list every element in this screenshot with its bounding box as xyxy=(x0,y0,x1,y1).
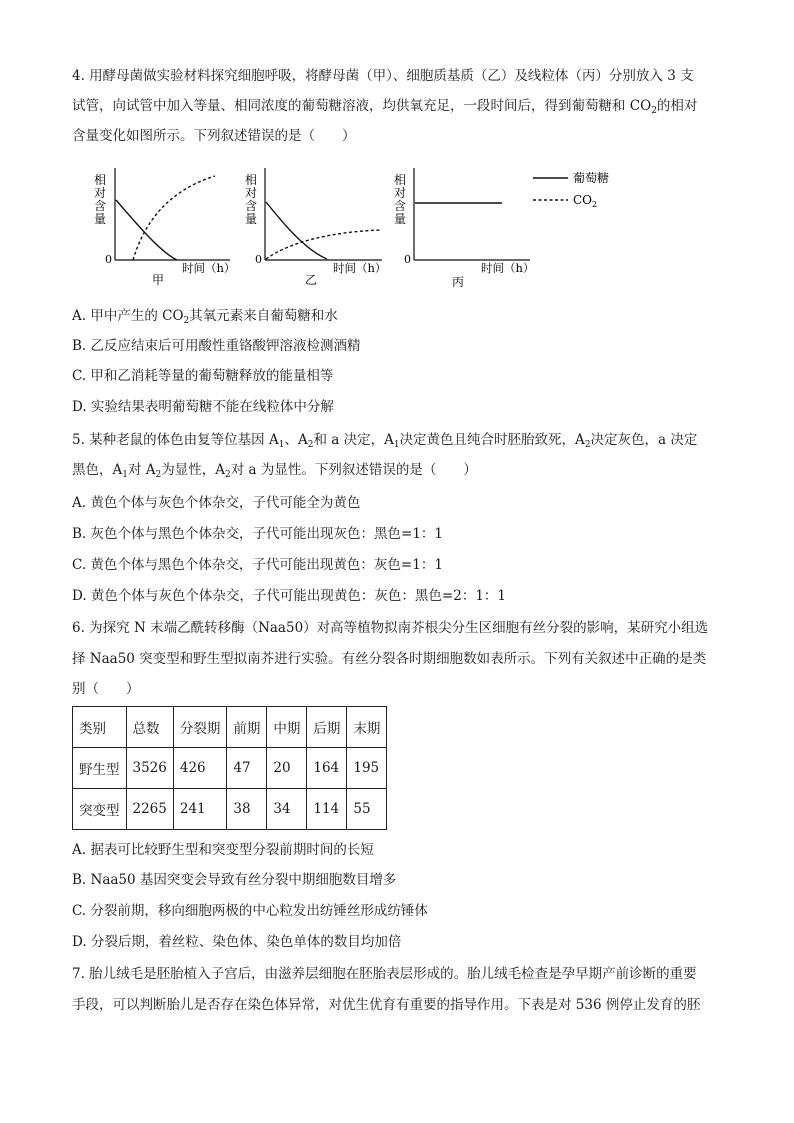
q4-stem-line2: 试管，向试管中加入等量、相同浓度的葡萄糖溶液，均供氧充足，一段时间后，得到葡萄糖和 $CO_2$的相对 xyxy=(72,98,698,116)
glucose-curve xyxy=(116,200,177,260)
q6-option-d: D. 分裂后期，着丝粒、染色体、染色单体的数目均加倍 xyxy=(72,934,402,950)
glucose-curve xyxy=(266,202,327,259)
q6-stem-line1: 6. 为探究 N 末端乙酰转移酶（Naa50）对高等植物拟南芥根尖分生区细胞有丝分裂的影响，某研究小组选 xyxy=(72,620,709,636)
q5-option-b: B. 灰色个体与黑色个体杂交，子代可能出现灰色：黑色=1：1 xyxy=(72,526,443,542)
ylabel-char: 相 xyxy=(393,173,407,187)
table-cell: 34 xyxy=(267,789,307,830)
table-cell: 38 xyxy=(227,789,267,830)
q4-figure xyxy=(90,160,650,292)
legend-co2-label: $CO_2$ xyxy=(573,193,598,209)
ylabel-char: 含 xyxy=(393,199,407,213)
q4-option-c: C. 甲和乙消耗等量的葡萄糖释放的能量相等 xyxy=(72,368,334,384)
table-header-cell: 类别 xyxy=(73,707,127,748)
table-cell: 野生型 xyxy=(73,748,127,789)
q5-option-d: D. 黄色个体与灰色个体杂交，子代可能出现黄色：灰色：黑色=2：1：1 xyxy=(72,588,507,604)
q7-stem-line1: 7. 胎儿绒毛是胚胎植入子宫后，由滋养层细胞在胚胎表层形成的。胎儿绒毛检查是孕早期产前诊断的重要 xyxy=(72,966,697,982)
table-cell: 164 xyxy=(307,748,347,789)
ylabel-char: 量 xyxy=(244,212,258,226)
q4-stem-line1: 4. 用酵母菌做实验材料探究细胞呼吸，将酵母菌（甲）、细胞质基质（乙）及线粒体（丙）分别放入 3 支 xyxy=(72,68,694,84)
legend xyxy=(533,170,609,209)
ylabel-char: 量 xyxy=(93,212,107,226)
q4-stem-line3: 含量变化如图所示。下列叙述错误的是（ ） xyxy=(72,128,356,144)
ylabel-char: 量 xyxy=(393,212,407,226)
table-row xyxy=(73,789,387,830)
x-axis-label: 时间（h） xyxy=(481,261,535,275)
table-header-cell: 前期 xyxy=(227,707,267,748)
graph-yi xyxy=(245,168,386,287)
ylabel-char: 含 xyxy=(93,199,107,213)
q7-stem-line2: 手段，可以判断胎儿是否存在染色体异常，对优生优育有重要的指导作用。下表是对 536 例停止发育的胚 xyxy=(72,997,701,1013)
table-header-cell: 总数 xyxy=(126,707,173,748)
table-cell: 195 xyxy=(347,748,387,789)
table-cell: 20 xyxy=(267,748,307,789)
table-cell: 3526 xyxy=(126,748,173,789)
q5-stem-line1: 5. 某种老鼠的体色由复等位基因 $A_1$、$A_2$和 a 决定，$A_1$决定黄色且纯合时胚胎致死，$A_2$决定灰色，a 决定 xyxy=(72,432,698,450)
table-cell: 突变型 xyxy=(73,789,127,830)
ylabel-char: 含 xyxy=(244,199,258,213)
q5-stem-line2: 黑色，$A_1$对 $A_2$为显性，$A_2$对 a 为显性。下列叙述错误的是（ ） xyxy=(72,462,477,480)
q5-option-a: A. 黄色个体与灰色个体杂交，子代可能全为黄色 xyxy=(72,495,361,511)
table-row xyxy=(73,748,387,789)
q6-stem-line3: 别（ ） xyxy=(72,681,140,697)
ylabel-char: 对 xyxy=(93,186,107,200)
q6-option-c: C. 分裂前期，移向细胞两极的中心粒发出纺锤丝形成纺锤体 xyxy=(72,903,428,919)
table-cell: 55 xyxy=(347,789,387,830)
origin-label: 0 xyxy=(404,253,411,266)
q6-option-a: A. 据表可比较野生型和突变型分裂前期时间的长短 xyxy=(72,842,374,858)
co2-curve xyxy=(266,230,380,259)
x-axis-label: 时间（h） xyxy=(333,261,387,275)
q4-option-b: B. 乙反应结束后可用酸性重铬酸钾溶液检测酒精 xyxy=(72,338,361,354)
ylabel-char: 对 xyxy=(244,186,258,200)
table-cell: 47 xyxy=(227,748,267,789)
x-axis-label: 时间（h） xyxy=(182,261,236,275)
ylabel-char: 对 xyxy=(393,186,407,200)
table-header-cell: 分裂期 xyxy=(173,707,227,748)
table-cell: 114 xyxy=(307,789,347,830)
graph-name: 丙 xyxy=(452,275,465,289)
q6-table xyxy=(72,706,387,830)
ylabel-char: 相 xyxy=(93,173,107,187)
co2-curve xyxy=(133,176,215,260)
origin-label: 0 xyxy=(255,253,262,266)
q5-option-c: C. 黄色个体与黑色个体杂交，子代可能出现黄色：灰色=1：1 xyxy=(72,557,443,573)
q4-option-d: D. 实验结果表明葡萄糖不能在线粒体中分解 xyxy=(72,399,334,415)
legend-glucose-label: 葡萄糖 xyxy=(573,171,610,185)
origin-label: 0 xyxy=(105,253,112,266)
table-header-cell: 末期 xyxy=(347,707,387,748)
table-header-cell: 中期 xyxy=(267,707,307,748)
graph-name: 甲 xyxy=(152,273,165,287)
q4-option-a: A. 甲中产生的 $CO_2$其氧元素来自葡萄糖和水 xyxy=(72,308,338,326)
q6-stem-line2: 择 Naa50 突变型和野生型拟南芥进行实验。有丝分裂各时期细胞数如表所示。下列有关叙述中正确的是类 xyxy=(72,651,707,667)
table-cell: 2265 xyxy=(126,789,173,830)
table-header-row xyxy=(73,707,387,748)
graph-bing xyxy=(394,168,534,289)
table-cell: 241 xyxy=(173,789,227,830)
graph-name: 乙 xyxy=(305,273,318,287)
table-header-cell: 后期 xyxy=(307,707,347,748)
q6-option-b: B. Naa50 基因突变会导致有丝分裂中期细胞数目增多 xyxy=(72,872,397,888)
ylabel-char: 相 xyxy=(244,173,258,187)
table-cell: 426 xyxy=(173,748,227,789)
graph-jia xyxy=(94,168,235,287)
